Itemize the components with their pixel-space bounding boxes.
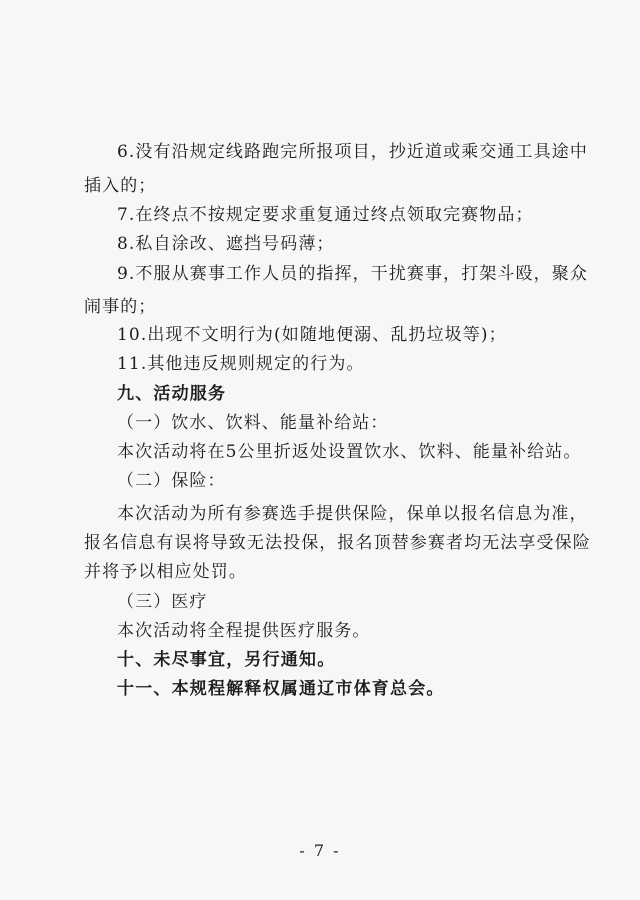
section-10-heading: 十、未尽事宜，另行通知。	[117, 650, 336, 670]
section-9-sub-1-text: 本次活动将在5公里折返处设置饮水、饮料、能量补给站。	[117, 442, 582, 462]
section-9-sub-2-title: （二）保险：	[117, 471, 226, 491]
penalty-item-11: 11.其他违反规则规定的行为。	[117, 354, 365, 374]
penalty-item-8: 8.私自涂改、遮挡号码薄；	[117, 234, 335, 254]
penalty-item-6-line-2: 插入的；	[84, 176, 157, 196]
penalty-item-7: 7.在终点不按规定要求重复通过终点领取完赛物品；	[117, 205, 534, 225]
section-9-sub-3-text: 本次活动将全程提供医疗服务。	[117, 621, 371, 641]
section-11-heading: 十一、本规程解释权属通辽市体育总会。	[117, 679, 445, 699]
section-9-heading: 九、活动服务	[117, 384, 227, 404]
section-9-sub-3-title: （三）医疗	[117, 592, 208, 612]
penalty-item-10: 10.出现不文明行为(如随地便溺、乱扔垃圾等)；	[117, 325, 507, 345]
section-9-sub-1-title: （一）饮水、饮料、能量补给站：	[117, 413, 389, 433]
section-9-sub-2-text-line-2: 报名信息有误将导致无法投保，报名顶替参赛者均无法享受保险	[84, 533, 591, 553]
page-number: - 7 -	[299, 841, 341, 860]
section-9-sub-2-text-line-3: 并将予以相应处罚。	[84, 562, 247, 582]
penalty-item-9-line-1: 9.不服从赛事工作人员的指挥，干扰赛事，打架斗殴，聚众	[117, 264, 588, 284]
penalty-item-9-line-2: 闹事的；	[84, 297, 157, 317]
penalty-item-6-line-1: 6.没有沿规定线路跑完所报项目，抄近道或乘交通工具途中	[117, 142, 588, 162]
section-9-sub-2-text-line-1: 本次活动为所有参赛选手提供保险，保单以报名信息为准，	[117, 504, 588, 524]
